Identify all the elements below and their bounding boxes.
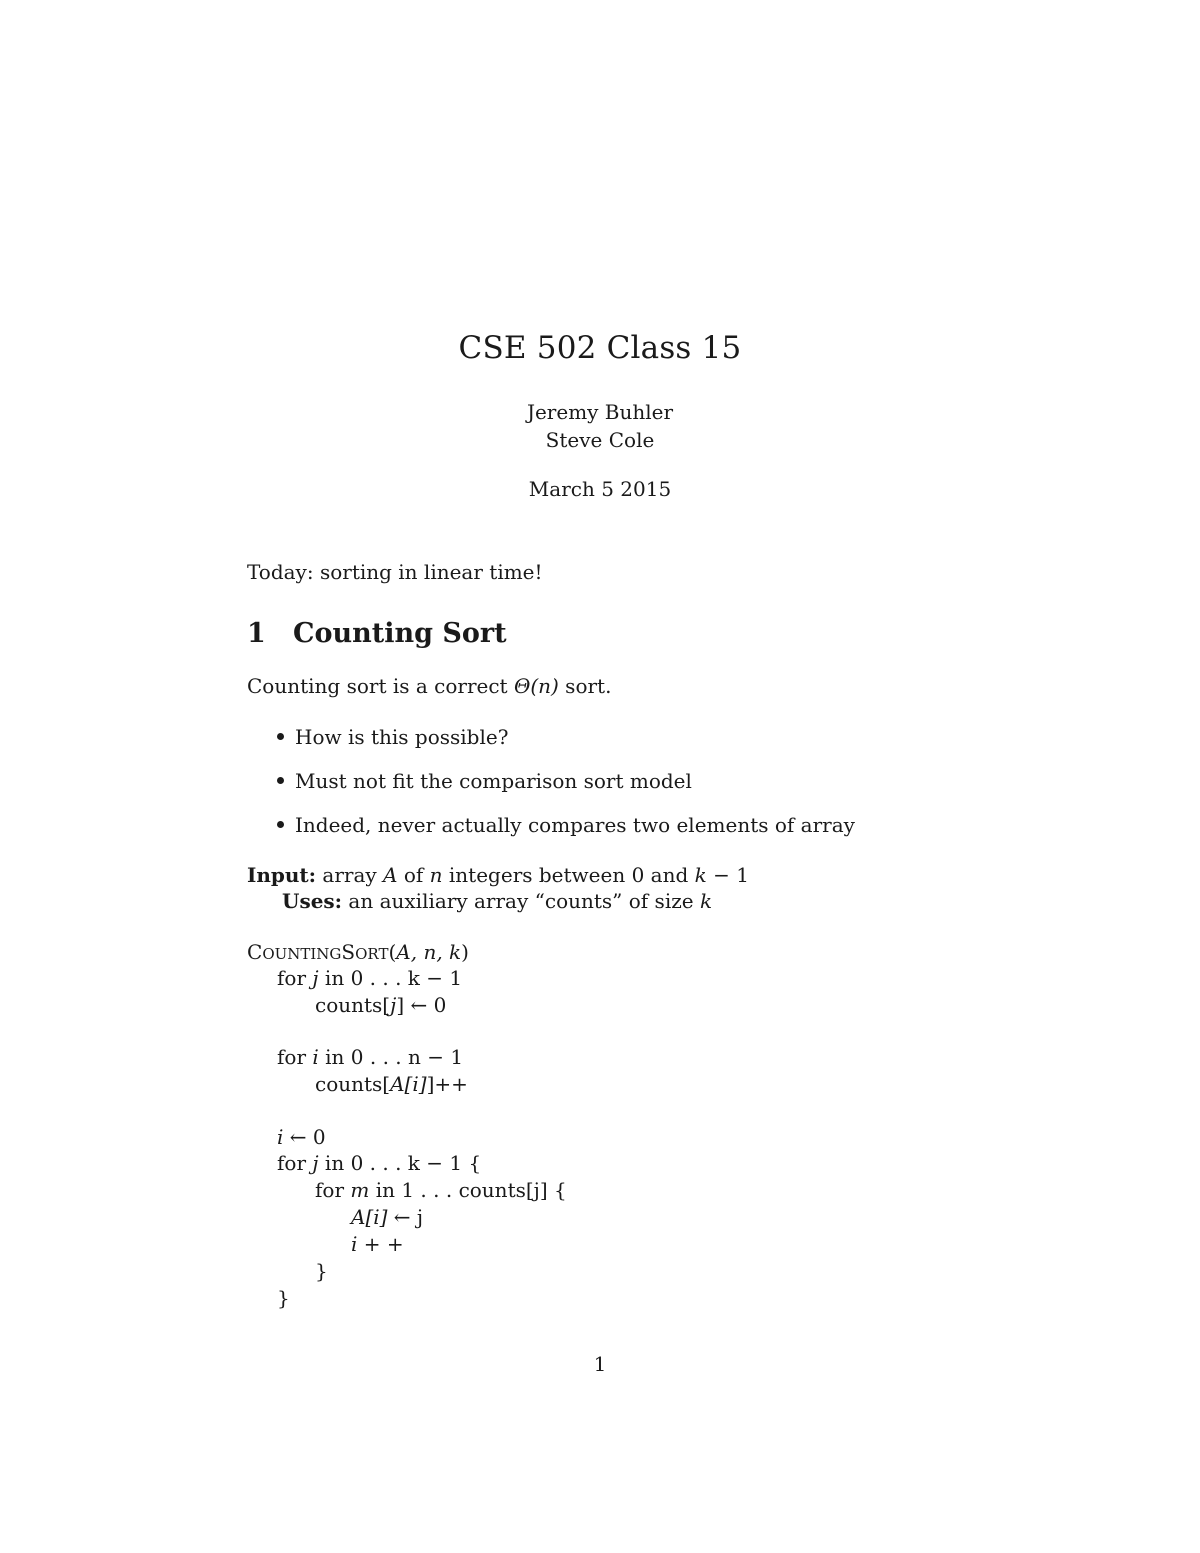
uses-line <box>282 889 712 913</box>
lead-paragraph <box>247 674 611 698</box>
document-date: March 5 2015 <box>528 477 672 501</box>
code-keyword: for <box>277 1045 313 1069</box>
input-line <box>247 863 749 887</box>
section-heading <box>247 618 507 649</box>
code-keyword: for <box>277 1151 313 1175</box>
uses-var: k <box>699 889 713 913</box>
intro-text: Today: sorting in linear time! <box>247 560 543 584</box>
procedure-name-part: C <box>247 940 263 964</box>
uses-text: an auxiliary array “counts” of size <box>342 889 700 913</box>
code-text: ← 0 <box>283 1125 326 1149</box>
code-line <box>277 1286 290 1310</box>
bullet-item <box>277 725 508 749</box>
code-text: in 1 . . . counts[j] { <box>369 1178 567 1202</box>
code-line <box>315 1178 567 1202</box>
code-text: + + <box>357 1232 404 1256</box>
code-line <box>315 1259 328 1283</box>
page-number: 1 <box>593 1352 607 1376</box>
code-line <box>277 1045 463 1069</box>
lead-after: sort. <box>558 674 612 698</box>
code-keyword: for <box>315 1178 351 1202</box>
input-label: Input: <box>247 863 317 887</box>
code-line <box>277 1151 481 1175</box>
input-var: k <box>694 863 707 887</box>
code-var: i <box>277 1125 284 1149</box>
bullet-text: Indeed, never actually compares two elements of array <box>295 813 855 837</box>
code-var: A[i] <box>351 1205 388 1229</box>
section-number: 1 <box>247 618 266 649</box>
uses-label: Uses: <box>282 889 343 913</box>
code-line <box>351 1205 423 1229</box>
document-title: CSE 502 Class 15 <box>458 330 742 366</box>
code-var: m <box>350 1178 370 1202</box>
input-text: − 1 <box>706 863 749 887</box>
code-var: j <box>390 993 397 1017</box>
bullet-dot-icon <box>277 821 284 828</box>
procedure-paren: ) <box>461 940 469 964</box>
procedure-signature <box>247 940 469 964</box>
bullet-item <box>277 769 692 793</box>
section-title: Counting Sort <box>293 618 507 649</box>
code-brace: } <box>277 1286 290 1310</box>
procedure-paren: ( <box>388 940 397 964</box>
code-line <box>277 966 462 990</box>
code-text: in 0 . . . k − 1 { <box>318 1151 482 1175</box>
bullet-dot-icon <box>277 733 284 740</box>
code-text: counts[ <box>315 1072 391 1096</box>
code-text: counts[ <box>315 993 391 1017</box>
bullet-text: How is this possible? <box>295 725 509 749</box>
code-brace: } <box>315 1259 328 1283</box>
input-var: A <box>383 863 398 887</box>
author-2: Steve Cole <box>545 428 655 452</box>
bullet-dot-icon <box>277 777 284 784</box>
code-text: ← j <box>387 1205 424 1229</box>
procedure-args: A, n, k <box>396 940 462 964</box>
procedure-name-part: S <box>341 940 356 964</box>
procedure-name-part: ORT <box>355 945 389 963</box>
input-text: array <box>316 863 384 887</box>
code-line <box>315 1072 468 1096</box>
code-var: i <box>351 1232 358 1256</box>
code-var: j <box>312 1151 319 1175</box>
code-text: in 0 . . . n − 1 <box>318 1045 464 1069</box>
code-text: ] ← 0 <box>396 993 447 1017</box>
code-var: i <box>312 1045 319 1069</box>
lead-math: Θ(n) <box>513 674 559 698</box>
input-text: of <box>397 863 430 887</box>
code-line <box>351 1232 404 1256</box>
code-var: j <box>312 966 319 990</box>
code-line <box>315 993 446 1017</box>
code-text: in 0 . . . k − 1 <box>318 966 463 990</box>
procedure-name-part: OUNTING <box>262 945 342 963</box>
lead-before: Counting sort is a correct <box>247 674 514 698</box>
code-text: ]++ <box>426 1072 468 1096</box>
input-text: integers between 0 and <box>442 863 695 887</box>
code-line <box>277 1125 326 1149</box>
code-keyword: for <box>277 966 313 990</box>
code-var: A[i] <box>390 1072 427 1096</box>
bullet-item <box>277 813 855 837</box>
author-1: Jeremy Buhler <box>526 400 674 424</box>
input-var: n <box>429 863 443 887</box>
bullet-text: Must not fit the comparison sort model <box>295 769 692 793</box>
